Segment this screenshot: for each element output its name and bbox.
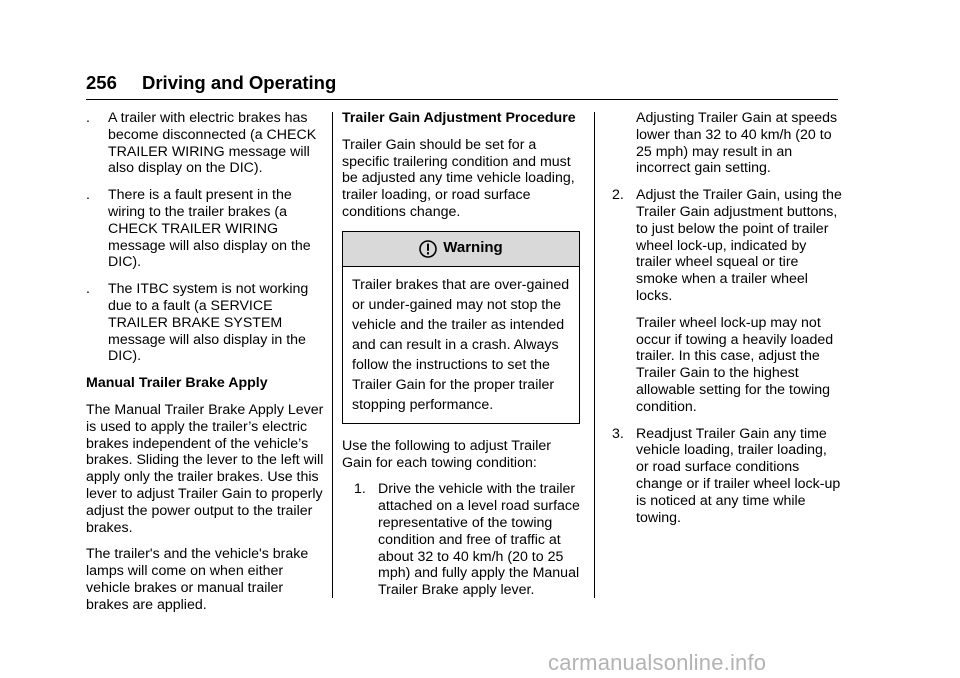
step-item — [612, 426, 842, 527]
column-1 — [86, 110, 326, 624]
step-number: 3. — [612, 425, 624, 442]
step-number: 2. — [612, 187, 624, 204]
paragraph: The Manual Trailer Brake Apply Lever is used to apply the trailer’s electric brakes independent of the vehicle’s brakes. Sliding the lever to the left will apply only the trailer brakes. Use this lever to adjust Trailer Gain to properly adjust the power output to the trailer brakes. — [86, 401, 324, 536]
warning-icon — [419, 240, 437, 258]
bullet-text: There is a fault present in the wiring to the trailer brakes (a CHECK TRAILER WIRING message will also display on the DIC). — [108, 187, 311, 271]
step-continuation: Trailer wheel lock-up may not occur if towing a heavily loaded trailer. In this case, adjust the Trailer Gain to the highest allowable setting for the towing condition. — [636, 314, 834, 415]
heading-trailer-gain-procedure: Trailer Gain Adjustment Procedure — [342, 110, 576, 126]
page-number: 256 — [86, 72, 117, 93]
warning-header — [343, 232, 579, 267]
watermark: carmanualsonline.info — [548, 650, 767, 675]
warning-title: Warning — [443, 239, 503, 257]
paragraph: Use the following to adjust Trailer Gain for each towing condition: — [342, 437, 551, 471]
bullet-symbol: . — [86, 187, 90, 204]
column-3 — [612, 110, 842, 536]
step-text: Adjust the Trailer Gain, using the Trailer Gain adjustment buttons, to just below the point of trailer wheel lock-up, indicated by trailer wheel squeal or tire smoke when a trailer wheel locks. — [636, 187, 842, 304]
bullet-text: A trailer with electric brakes has become disconnected (a CHECK TRAILER WIRING message will also display on the DIC). — [108, 110, 317, 177]
step-item — [354, 481, 580, 599]
step-text: Readjust Trailer Gain any time vehicle loading, trailer loading, or road surface conditions change or if trailer wheel lock-up is noticed at any time while towing. — [636, 425, 841, 526]
bullet-item — [86, 187, 326, 271]
step-continuation: Adjusting Trailer Gain at speeds lower than 32 to 40 km/h (20 to 25 mph) may result in an incorrect gain setting. — [636, 110, 838, 177]
bullet-item — [86, 281, 326, 365]
header-rule — [86, 99, 838, 100]
column-divider-2 — [594, 112, 595, 598]
column-divider-1 — [332, 112, 333, 598]
section-title: Driving and Operating — [142, 72, 337, 93]
bullet-symbol: . — [86, 110, 90, 126]
bullet-symbol: . — [86, 281, 90, 298]
paragraph: The trailer's and the vehicle's brake lamps will come on when either vehicle brakes or manual trailer brakes are applied. — [86, 546, 309, 613]
warning-box — [342, 231, 580, 424]
warning-text: Trailer brakes that are over-gained or under-gained may not stop the vehicle and the trailer as intended and can result in a crash. Always follow the instructions to set the Trailer Gain for the proper trailer stopping performance. — [352, 276, 570, 413]
column-2 — [342, 110, 580, 609]
heading-manual-trailer-brake-apply: Manual Trailer Brake Apply — [86, 375, 268, 392]
page-header — [86, 70, 838, 100]
step-number: 1. — [354, 481, 366, 498]
bullet-text: The ITBC system is not working due to a fault (a SERVICE TRAILER BRAKE SYSTEM message will also display in the DIC). — [108, 281, 309, 365]
step-text: Drive the vehicle with the trailer attached on a level road surface representative of the towing condition and free of traffic at about 32 to 40 km/h (20 to 25 mph) and fully apply the Manual Trailer Brake apply lever. — [378, 481, 580, 599]
paragraph: Trailer Gain should be set for a specific trailering condition and must be adjusted any time vehicle loading, trailer loading, or road surface conditions change. — [342, 136, 575, 220]
step-item — [612, 187, 842, 305]
bullet-item — [86, 110, 326, 177]
